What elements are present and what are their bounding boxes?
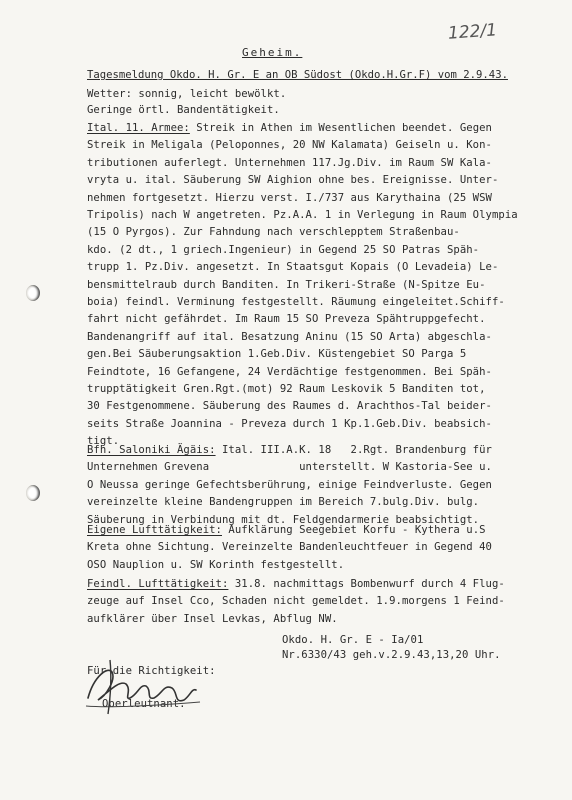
origin-line: Okdo. H. Gr. E - Ia/01	[282, 634, 424, 646]
reference-line: Nr.6330/43 geh.v.2.9.43,13,20 Uhr.	[282, 649, 501, 661]
classification-title: Geheim.	[242, 46, 303, 59]
section-first-line	[87, 443, 492, 457]
section-text-line: Säuberung in Verbindung mit dt. Feldgendarmerie beabsichtigt.	[87, 513, 480, 526]
punch-hole	[26, 285, 40, 301]
section-text-line: seits Straße Joannina - Preveza durch 1 Kp.1.Geb.Div. beabsich-	[87, 417, 492, 430]
section-text-line: trupp 1. Pz.Div. angesetzt. In Staatsgut Kopais (O Levadeia) Le-	[87, 261, 499, 274]
section-first-line	[87, 121, 492, 135]
section-heading: Feindl. Lufttätigkeit:	[87, 578, 229, 590]
section-text: 31.8. nachmittags Bombenwurf durch 4 Flug-	[228, 578, 505, 590]
section-text-line: zeuge auf Insel Cco, Schaden nicht gemeldet. 1.9.morgens 1 Feind-	[87, 595, 505, 608]
section-first-line	[87, 577, 505, 591]
section-text: Streik in Athen im Wesentlichen beendet. Gegen	[189, 122, 492, 134]
section-text-line: Kreta ohne Sichtung. Vereinzelte Bandenleuchtfeuer in Gegend 40	[87, 541, 492, 554]
section-heading: Ital. 11. Armee:	[87, 122, 190, 134]
archive-stamp-number: 122/1	[447, 20, 498, 44]
summary-line: Geringe örtl. Bandentätigkeit.	[87, 104, 280, 116]
weather-line: Wetter: sonnig, leicht bewölkt.	[87, 88, 287, 100]
section-text-line: Streik in Meligala (Peloponnes, 20 NW Kalamata) Geiseln u. Kon-	[87, 139, 492, 152]
section-text-line: kdo. (2 dt., 1 griech.Ingenieur) in Gegend 25 SO Patras Späh-	[87, 243, 480, 256]
section-text-line: boia) feindl. Verminung festgestellt. Räumung eingeleitet.Schiff-	[87, 296, 505, 308]
section-text-line: 30 Festgenommene. Säuberung des Raumes d. Arachthos-Tal beider-	[87, 400, 492, 413]
section-first-line	[87, 523, 486, 537]
section-text: Aufklärung Seegebiet Korfu - Kythera u.S	[222, 524, 486, 536]
section-heading: Bfh. Saloniki Ägäis:	[87, 444, 216, 456]
section-heading: Eigene Lufttätigkeit:	[87, 524, 222, 536]
section-text-line: (15 O Pyrgos). Zur Fahndung nach verschlepptem Straßenbau-	[87, 226, 460, 239]
section-text: Ital. III.A.K. 18 2.Rgt. Brandenburg für	[215, 444, 492, 456]
section-text-line: tributionen auferlegt. Unternehmen 117.Jg.Div. im Raum SW Kala-	[87, 156, 492, 169]
section-text-line: gen.Bei Säuberungsaktion 1.Geb.Div. Küstengebiet SO Parga 5	[87, 348, 467, 361]
section-text-line: fahrt nicht gefährdet. Im Raum 15 SO Preveza Spähtruppgefecht.	[87, 313, 486, 326]
section-text-line: Tripolis) nach W angetreten. Pz.A.A. 1 in Verlegung in Raum Olympia	[87, 209, 518, 221]
report-header: Tagesmeldung Okdo. H. Gr. E an OB Südost (Okdo.H.Gr.F) vom 2.9.43.	[87, 69, 508, 81]
section-text-line: aufklärer über Insel Levkas, Abflug NW.	[87, 612, 338, 625]
section-text-line: trupptätigkeit Gren.Rgt.(mot) 92 Raum Leskovik 5 Banditen tot,	[87, 383, 486, 395]
section-text-line: Bandenangriff auf ital. Besatzung Aninu (15 SO Arta) abgeschla-	[87, 330, 492, 343]
section-text-line: bensmittelraub durch Banditen. In Trikeri-Straße (N-Spitze Eu-	[87, 278, 486, 291]
section-text-line: OSO Nauplion u. SW Korinth festgestellt.	[87, 558, 345, 571]
certification-line: Für die Richtigkeit:	[87, 665, 216, 677]
section-text-line: tigt.	[87, 435, 120, 448]
punch-hole	[26, 485, 40, 501]
rank-line: Oberleutnant.	[102, 698, 186, 710]
section-text-line: Feindtote, 16 Gefangene, 24 Verdächtige festgenommen. Bei Späh-	[87, 365, 492, 378]
section-text-line: vryta u. ital. Säuberung SW Aighion ohne bes. Ereignisse. Unter-	[87, 174, 499, 187]
section-text-line: nehmen fortgesetzt. Hierzu verst. I./737 aus Karythaina (25 WSW	[87, 191, 492, 204]
section-text-line: Unternehmen Grevena unterstellt. W Kastoria-See u.	[87, 461, 492, 474]
section-text-line: vereinzelte kleine Bandengruppen im Bereich 7.bulg.Div. bulg.	[87, 496, 480, 509]
section-text-line: O Neussa geringe Gefechtsberührung, einige Feindverluste. Gegen	[87, 478, 492, 491]
handwritten-signature	[80, 650, 210, 720]
